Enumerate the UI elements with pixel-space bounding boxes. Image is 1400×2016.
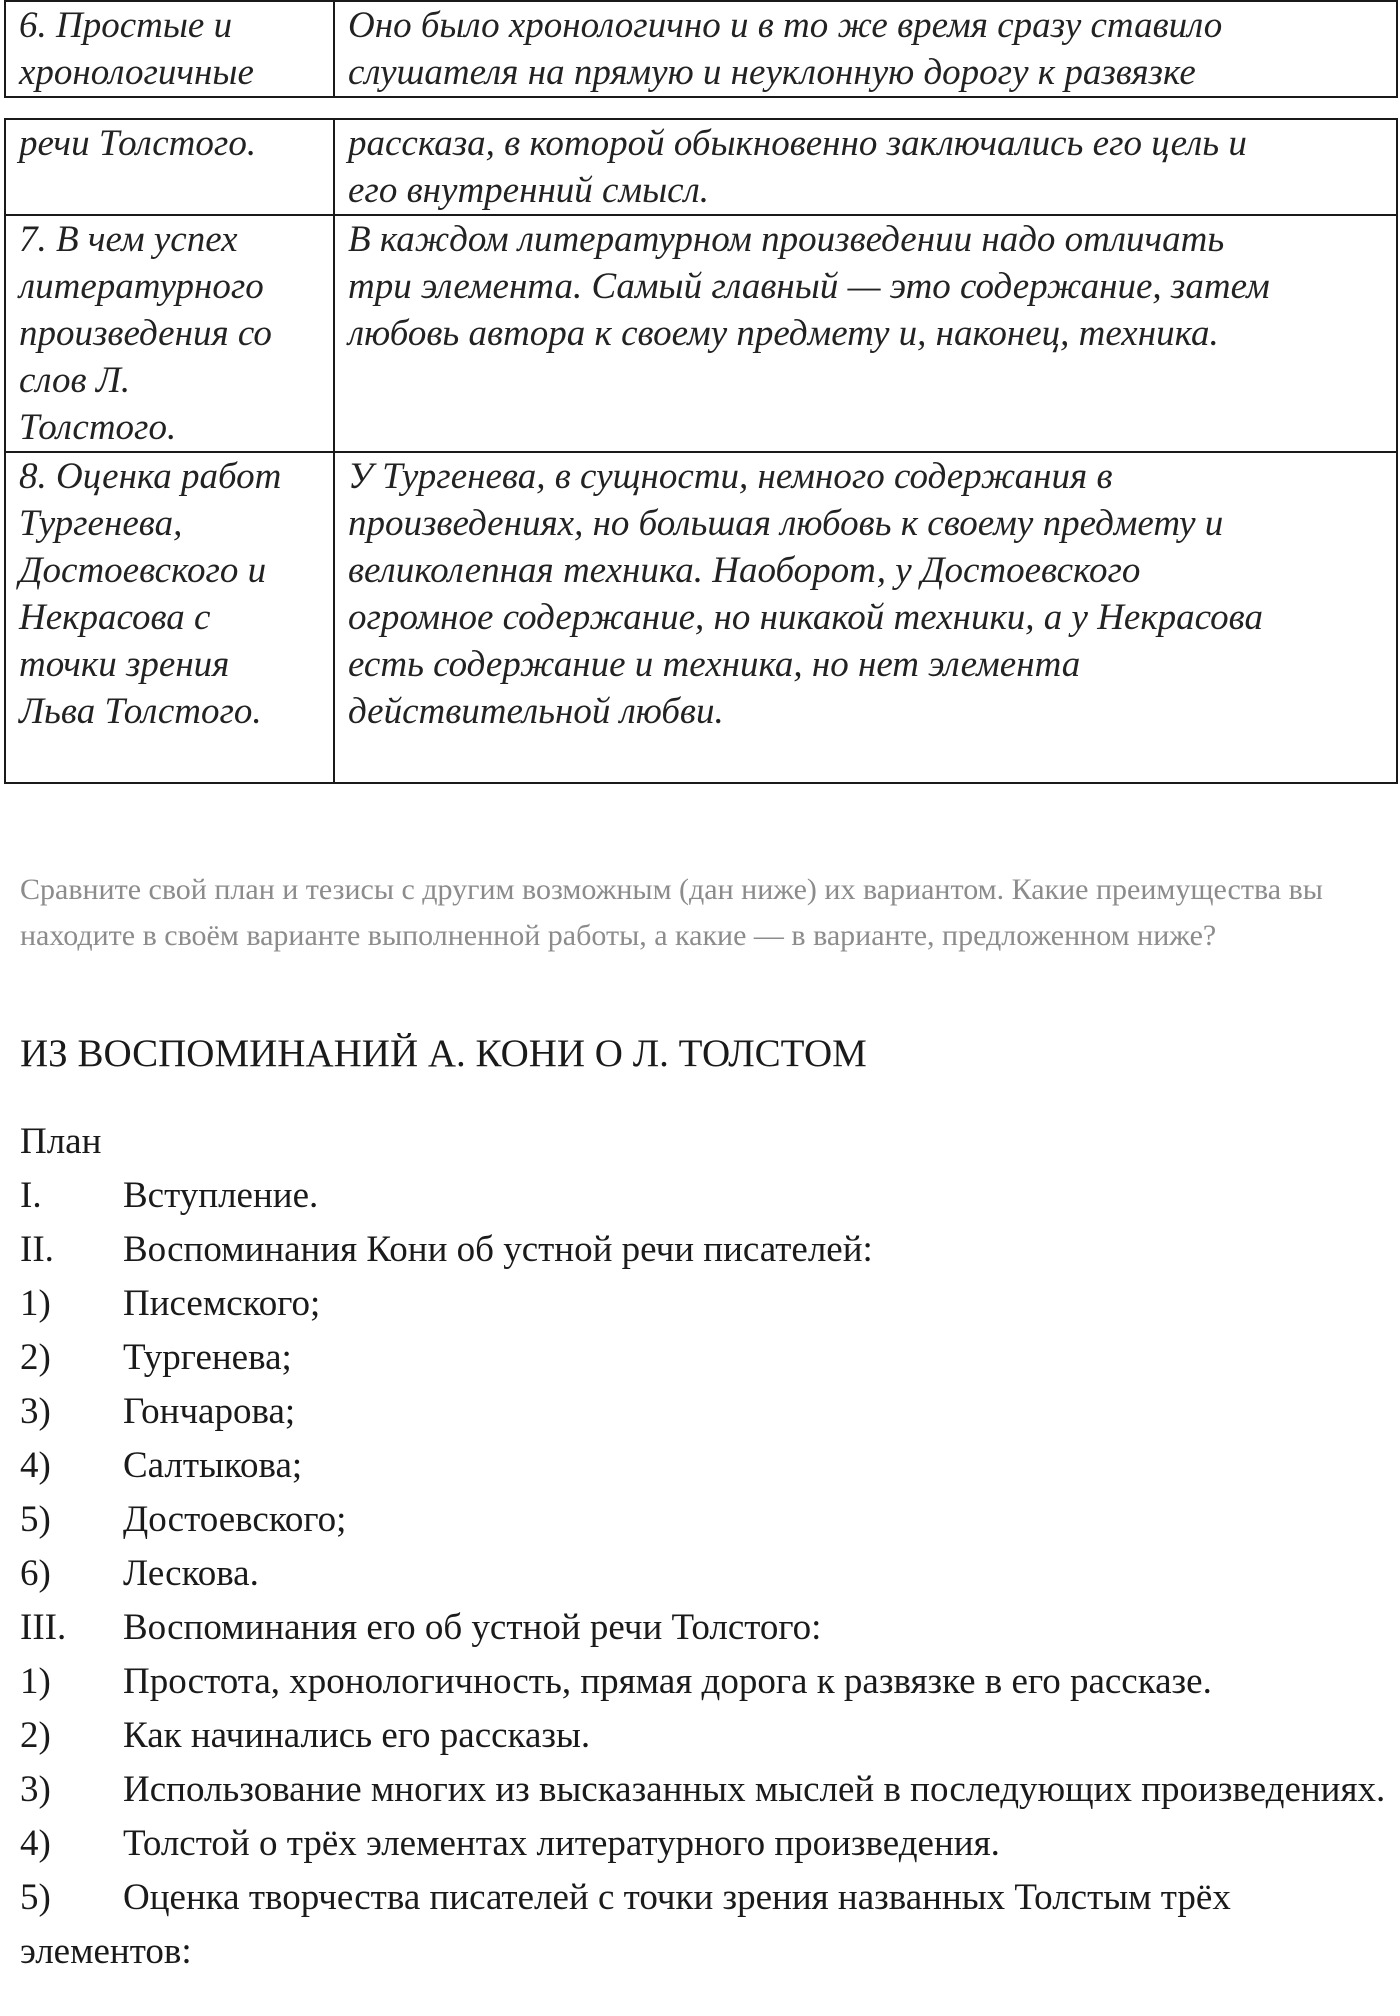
task-instruction: Сравните свой план и тезисы с другим возможным (дан ниже) их вариантом. Какие преимущества вы находите в своём варианте выполненной работы, а какие — в варианте, предложенном ниже?: [20, 873, 1323, 952]
plan-item-text: Воспоминания его об устной речи Толстого:: [123, 1607, 822, 1648]
question-cell: 6. Простые и хронологичные: [5, 1, 334, 97]
plan-item-marker: III.: [20, 1607, 67, 1648]
plan-heading: План: [20, 1121, 102, 1162]
plan-item-marker: 4): [20, 1445, 51, 1486]
plan-item-marker: 4): [20, 1823, 51, 1864]
answer-cell: Оно было хронологично и в то же время сразу ставило слушателя на прямую и неуклонную дорогу к развязке: [334, 1, 1397, 97]
plan-item-marker: I.: [20, 1175, 42, 1216]
plan-item-text: Простота, хронологичность, прямая дорога к развязке в его рассказе.: [123, 1661, 1212, 1702]
plan-item: [20, 1493, 1390, 1547]
answer-cell: В каждом литературном произведении надо отличать три элемента. Самый главный — это содержание, затем любовь автора к своему предмету и, наконец, техника.: [334, 215, 1397, 452]
plan-item: [20, 1439, 1390, 1493]
plan-item: [20, 1817, 1390, 1871]
answer-cell: рассказа, в которой обыкновенно заключались его цель и его внутренний смысл.: [334, 119, 1397, 215]
plan-item-marker: 2): [20, 1715, 51, 1756]
plan-item: [20, 1331, 1390, 1385]
question-cell: речи Толстого.: [5, 119, 334, 215]
plan-item: [20, 1277, 1390, 1331]
plan-item-marker: II.: [20, 1229, 54, 1270]
answers-table-top: [4, 0, 1398, 98]
plan-item-text: Гончарова;: [123, 1391, 296, 1432]
plan-section: [20, 1115, 1390, 1979]
answers-table-main: [4, 118, 1398, 784]
plan-item: [20, 1601, 1390, 1655]
table-row: [5, 119, 1397, 215]
plan-item: [20, 1385, 1390, 1439]
plan-item-text: Достоевского;: [123, 1499, 347, 1540]
plan-item: [20, 1871, 1390, 1979]
plan-item-text: Салтыкова;: [123, 1445, 303, 1486]
plan-item-marker: 5): [20, 1499, 51, 1540]
document-title: ИЗ ВОСПОМИНАНИЙ А. КОНИ О Л. ТОЛСТОМ: [20, 1032, 867, 1075]
plan-item-text: Как начинались его рассказы.: [123, 1715, 591, 1756]
plan-item-marker: 3): [20, 1769, 51, 1810]
plan-item-marker: 2): [20, 1337, 51, 1378]
plan-item-marker: 5): [20, 1877, 51, 1918]
question-cell: 8. Оценка работ Тургенева, Достоевского и Некрасова с точки зрения Льва Толстого.: [5, 452, 334, 783]
table-row: [5, 452, 1397, 783]
plan-item-text: Лескова.: [123, 1553, 259, 1594]
answer-cell: У Тургенева, в сущности, немного содержания в произведениях, но большая любовь к своему предмету и великолепная техника. Наоборот, у Достоевского огромное содержание, но никакой техники, а у Некрасова есть содержание и техника, но нет элемента действительной любви.: [334, 452, 1397, 783]
plan-item-text: Использование многих из высказанных мыслей в последующих произведениях.: [123, 1769, 1386, 1810]
table-row: [5, 215, 1397, 452]
plan-item-text: Писемского;: [123, 1283, 321, 1324]
plan-item: [20, 1655, 1390, 1709]
plan-item-marker: 6): [20, 1553, 51, 1594]
plan-item: [20, 1223, 1390, 1277]
plan-item: [20, 1547, 1390, 1601]
question-cell: 7. В чем успех литературного произведения со слов Л. Толстого.: [5, 215, 334, 452]
table-row: [5, 1, 1397, 97]
plan-item-text: Оценка творчества писателей с точки зрения названных Толстым трёх элементов:: [20, 1877, 1231, 1972]
plan-item-text: Вступление.: [123, 1175, 319, 1216]
plan-item-text: Тургенева;: [123, 1337, 292, 1378]
plan-item-text: Толстой о трёх элементах литературного произведения.: [123, 1823, 1000, 1864]
plan-item-marker: 1): [20, 1283, 51, 1324]
plan-item-marker: 1): [20, 1661, 51, 1702]
plan-item: [20, 1763, 1390, 1817]
plan-item-text: Воспоминания Кони об устной речи писателей:: [123, 1229, 873, 1270]
plan-item: [20, 1709, 1390, 1763]
plan-item-marker: 3): [20, 1391, 51, 1432]
plan-item: [20, 1169, 1390, 1223]
